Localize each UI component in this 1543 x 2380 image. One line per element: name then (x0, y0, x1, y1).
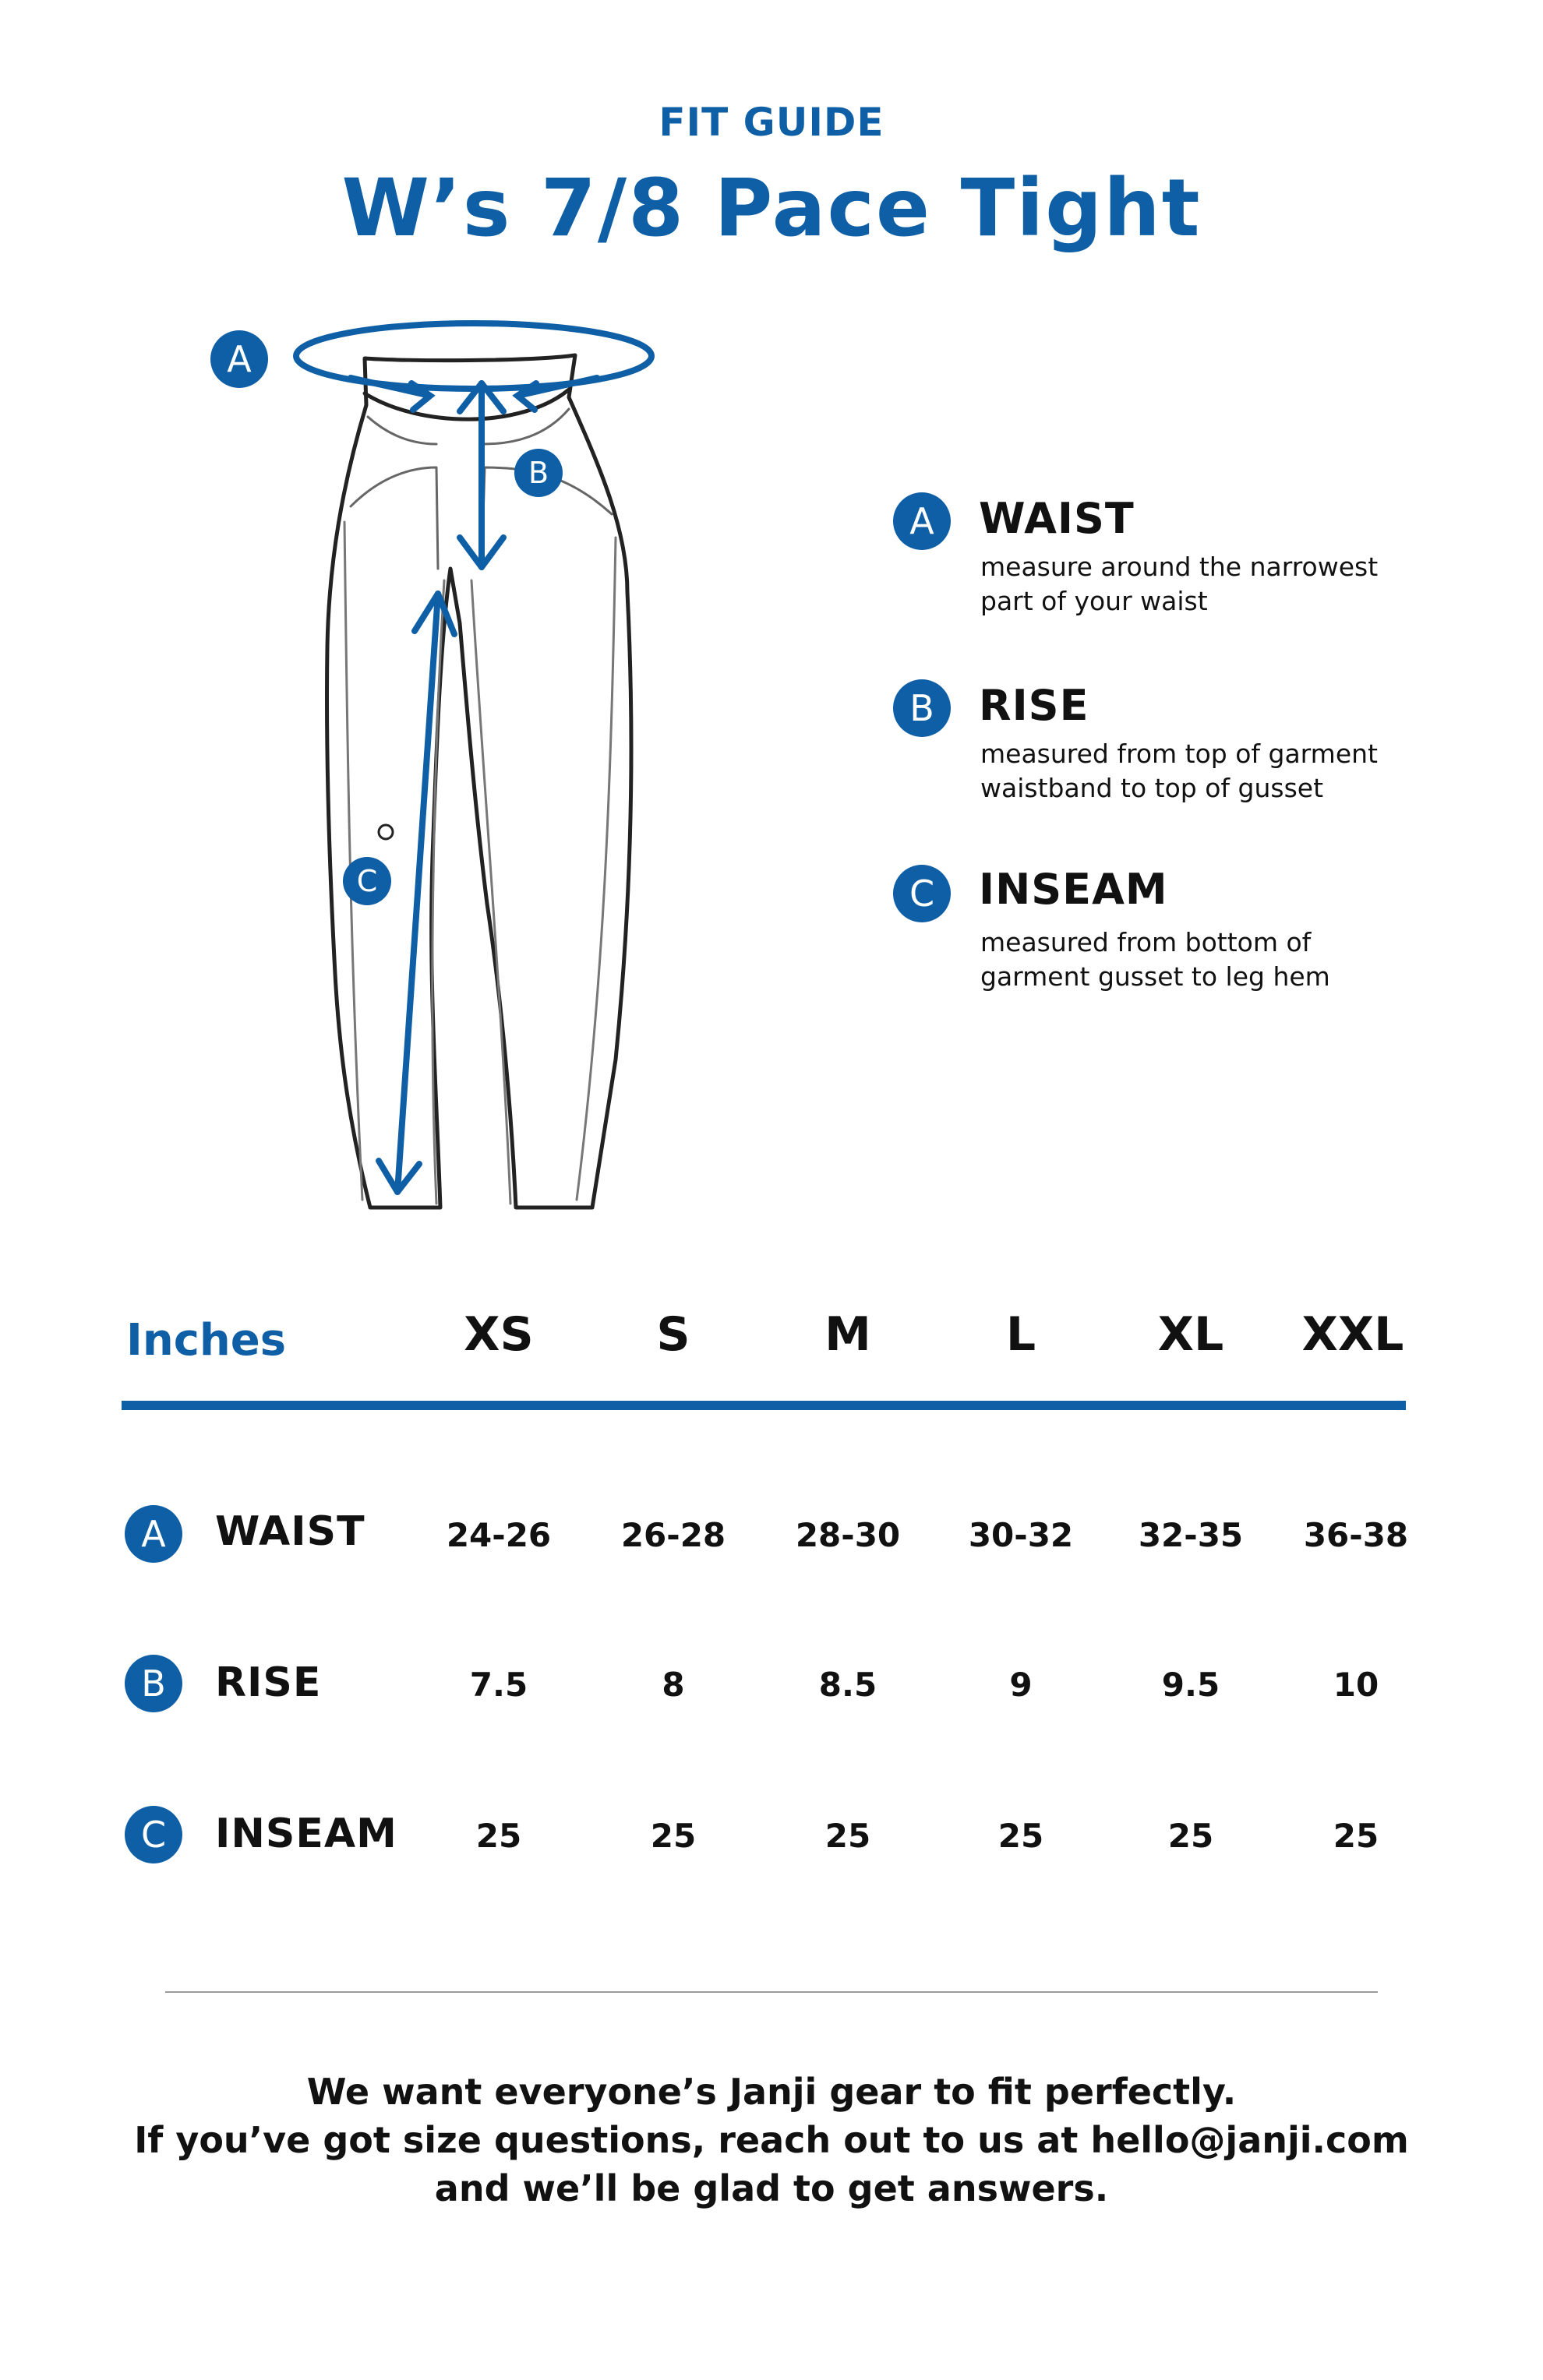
footer-line-1: We want everyone’s Janji gear to fit perfectly. (306, 2071, 1237, 2113)
leggings-diagram (203, 312, 733, 1231)
eyebrow-label: FIT GUIDE (659, 100, 884, 145)
footer-divider (165, 1991, 1378, 1993)
size-header-s: S (656, 1307, 690, 1362)
legend-badge-b: B (893, 679, 951, 737)
cell-inseam-m: 25 (824, 1817, 871, 1855)
legend-desc-inseam-line2: garment gusset to leg hem (980, 961, 1330, 992)
cell-inseam-xxl: 25 (1333, 1817, 1379, 1855)
cell-waist-xs: 24-26 (446, 1516, 552, 1554)
row-label-inseam: INSEAM (215, 1811, 397, 1857)
cell-waist-xxl: 36-38 (1303, 1516, 1409, 1554)
legend-badge-c: C (893, 865, 951, 922)
cell-inseam-xs: 25 (475, 1817, 522, 1855)
footer-line-2: If you’ve got size questions, reach out to us at hello@janji.com (134, 2119, 1409, 2161)
row-label-rise: RISE (215, 1659, 322, 1706)
cell-waist-l: 30-32 (968, 1516, 1074, 1554)
cell-waist-xl: 32-35 (1138, 1516, 1244, 1554)
legend-desc-waist-line2: part of your waist (980, 586, 1208, 616)
size-header-xl: XL (1157, 1307, 1224, 1362)
cell-inseam-xl: 25 (1167, 1817, 1214, 1855)
cell-waist-s: 26-28 (620, 1516, 726, 1554)
legend-desc-rise-line1: measured from top of garment (980, 739, 1378, 769)
cell-rise-s: 8 (662, 1666, 685, 1704)
size-header-m: M (824, 1307, 871, 1362)
table-header-rule (122, 1401, 1406, 1410)
row-badge-b: B (125, 1655, 182, 1712)
row-label-waist: WAIST (215, 1508, 365, 1555)
unit-label: Inches (126, 1315, 287, 1366)
rise-measure-arrow (460, 383, 503, 567)
legend-title-rise: RISE (979, 681, 1089, 730)
diagram-marker-a: A (210, 330, 268, 388)
legend-title-waist: WAIST (979, 494, 1135, 543)
legend-desc-waist-line1: measure around the narrowest (980, 552, 1379, 582)
legend-desc-inseam-line1: measured from bottom of (980, 927, 1312, 957)
row-badge-c: C (125, 1806, 182, 1863)
cell-inseam-l: 25 (997, 1817, 1044, 1855)
size-header-xs: XS (464, 1307, 534, 1362)
size-header-l: L (1005, 1307, 1036, 1362)
inseam-measure-arrow (379, 594, 454, 1192)
cell-rise-m: 8.5 (818, 1666, 877, 1704)
legend-badge-a: A (893, 492, 951, 550)
diagram-marker-b: B (514, 449, 563, 497)
diagram-marker-c: C (343, 857, 391, 905)
size-header-xxl: XXL (1301, 1307, 1404, 1362)
cell-rise-l: 9 (1009, 1666, 1033, 1704)
legend-title-inseam: INSEAM (979, 865, 1168, 914)
cell-rise-xs: 7.5 (469, 1666, 528, 1704)
row-badge-a: A (125, 1505, 182, 1563)
cell-inseam-s: 25 (650, 1817, 697, 1855)
legend-desc-rise-line2: waistband to top of gusset (980, 773, 1324, 803)
cell-rise-xxl: 10 (1333, 1666, 1379, 1704)
cell-rise-xl: 9.5 (1161, 1666, 1220, 1704)
cell-waist-m: 28-30 (795, 1516, 901, 1554)
footer-line-3: and we’ll be glad to get answers. (434, 2167, 1109, 2209)
page-title: W’s 7/8 Pace Tight (341, 162, 1202, 255)
